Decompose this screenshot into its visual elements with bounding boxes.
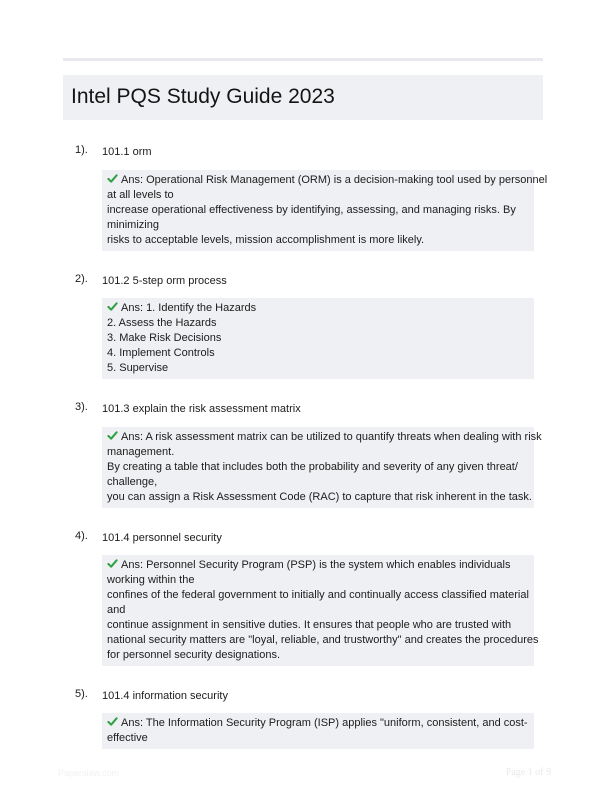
answer-line: continue assignment in sensitive duties. It ensures that people who are trusted with — [107, 619, 512, 631]
answer-text: Ans: A risk assessment matrix can be utilized to quantify threats when dealing with risk — [121, 431, 542, 443]
question-text: 101.2 5-step orm process — [102, 275, 227, 287]
answer-box — [102, 555, 539, 666]
top-divider — [63, 58, 543, 61]
page-title: Intel PQS Study Guide 2023 — [71, 85, 335, 108]
answer-line: increase operational effectiveness by identifying, assessing, and managing risks. By — [107, 204, 516, 216]
answer-line — [107, 173, 548, 188]
page-number: Page 1 of 9 — [505, 767, 551, 778]
answer-line — [107, 430, 542, 445]
answer-line: at all levels to — [107, 189, 174, 201]
answer-box — [102, 427, 542, 508]
question-number: 5). — [75, 688, 88, 700]
answer-line — [107, 716, 530, 731]
answer-text: Ans: 1. Identify the Hazards — [121, 302, 257, 314]
question-number: 3). — [75, 401, 88, 413]
title-banner — [63, 75, 543, 120]
answer-line: working within the — [107, 574, 195, 586]
answer-line: 3. Make Risk Decisions — [107, 332, 222, 344]
question-number: 1). — [75, 144, 88, 156]
answer-line: management. — [107, 446, 175, 458]
answer-line: confines of the federal government to initially and continually access classified material — [107, 589, 529, 601]
checkmark-icon — [107, 301, 118, 312]
answer-text: Ans: Personnel Security Program (PSP) is the system which enables individuals — [121, 559, 511, 571]
answer-line: effective — [107, 732, 148, 744]
answer-line — [107, 558, 530, 573]
answer-line: 2. Assess the Hazards — [107, 317, 217, 329]
answer-box — [102, 170, 548, 251]
answer-box — [102, 298, 534, 379]
answer-line: and — [107, 604, 126, 616]
answer-line: for personnel security designations. — [107, 649, 281, 661]
answer-line: national security matters are "loyal, reliable, and trustworthy" and creates the procedures — [107, 634, 539, 646]
answer-text: Ans: The Information Security Program (ISP) applies "uniform, consistent, and cost- — [121, 717, 528, 729]
checkmark-icon — [107, 558, 118, 569]
question-text: 101.1 orm — [102, 146, 152, 158]
checkmark-icon — [107, 716, 118, 727]
answer-line: challenge, — [107, 476, 158, 488]
question-number: 2). — [75, 273, 88, 285]
answer-text: Ans: Operational Risk Management (ORM) is a decision-making tool used by personnel — [121, 174, 548, 186]
answer-box — [102, 713, 534, 749]
answer-line: 5. Supervise — [107, 362, 169, 374]
question-text: 101.4 personnel security — [102, 532, 222, 544]
checkmark-icon — [107, 430, 118, 441]
question-text: 101.4 information security — [102, 690, 228, 702]
answer-line: By creating a table that includes both the probability and severity of any given threat/ — [107, 461, 518, 473]
question-number: 4). — [75, 530, 88, 542]
answer-line: risks to acceptable levels, mission accomplishment is more likely. — [107, 234, 425, 246]
checkmark-icon — [107, 173, 118, 184]
answer-line: minimizing — [107, 219, 159, 231]
answer-line: 4. Implement Controls — [107, 347, 215, 359]
footer-watermark: Paperslaw.com — [58, 768, 120, 778]
answer-line — [107, 301, 530, 316]
question-text: 101.3 explain the risk assessment matrix — [102, 403, 301, 415]
answer-line: you can assign a Risk Assessment Code (RAC) to capture that risk inherent in the task. — [107, 491, 532, 503]
